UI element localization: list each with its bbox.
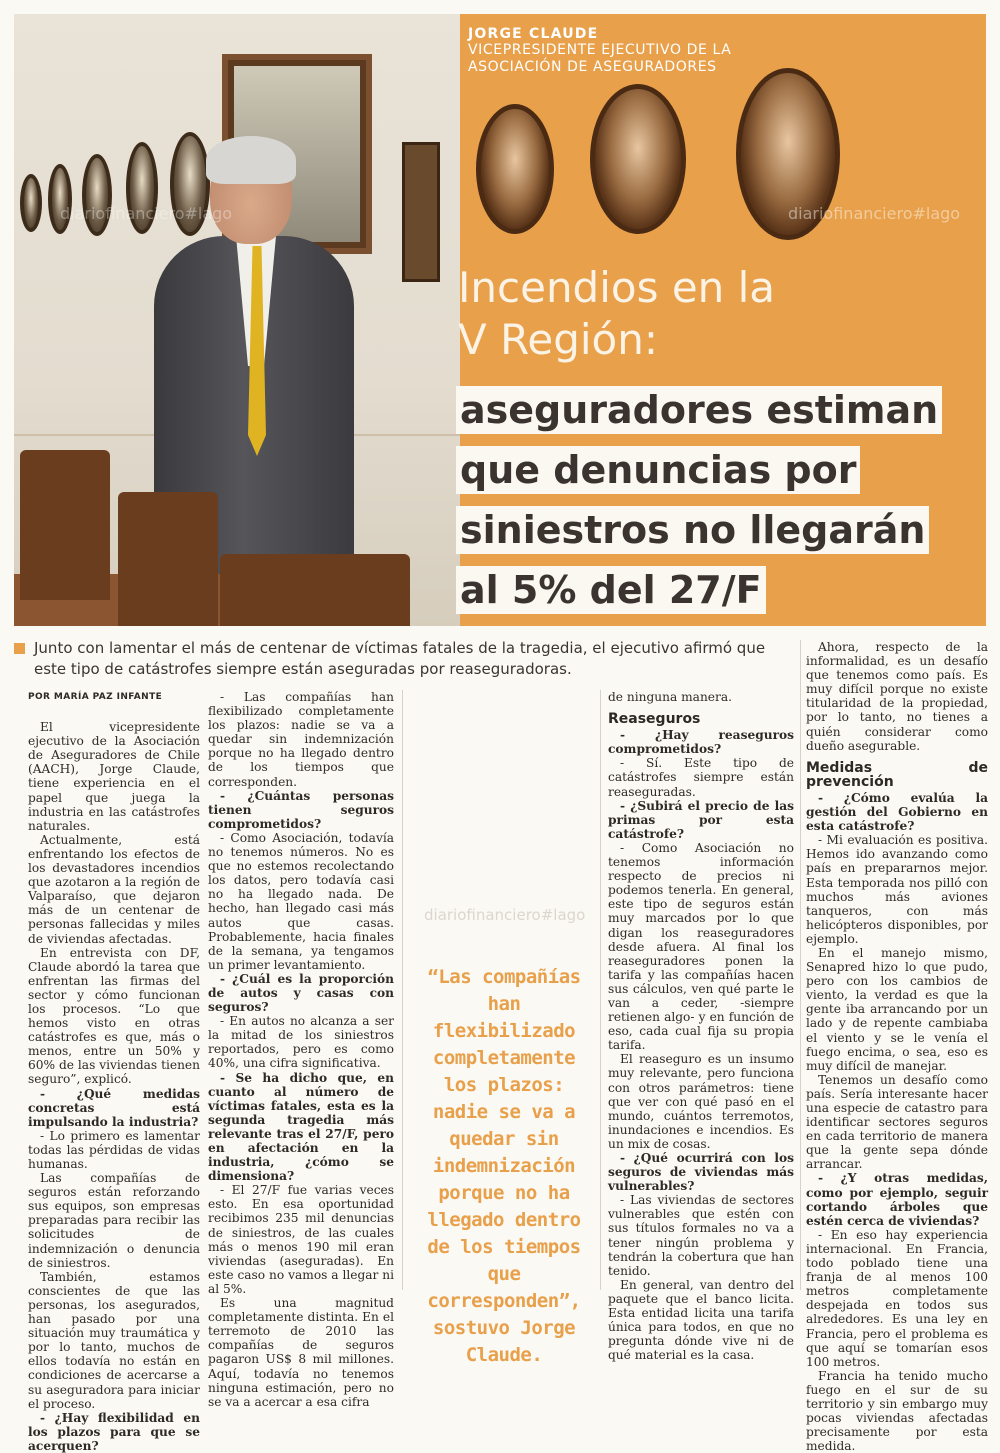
- byline: POR MARÍA PAZ INFANTE: [28, 692, 163, 702]
- author-caption: [468, 26, 731, 76]
- article-paragraph: También, estamos conscientes de que las personas, los asegurados, han pasado por una situación muy traumática y por lo tanto, muchos de ellos todavía no están en condiciones de acercarse a su aseguradora para iniciar el proceso.: [28, 1269, 200, 1411]
- interview-question: - ¿Hay reaseguros comprometidos?: [608, 728, 794, 757]
- wall-plaque: [402, 142, 440, 282]
- headline-line: V Región:: [458, 315, 659, 364]
- wall-portrait: [48, 164, 72, 234]
- article-column-4: [806, 640, 988, 1453]
- lead-paragraph: [14, 638, 794, 680]
- article-paragraph: - Como Asociación, todavía no tenemos números. No es que no estemos recolectando los datos, pero todavía casi no ha llegado nada. De hecho, han llegado casi más autos que casas. Probablemente, hacia finales de la semana, ya tengamos un primer levantamiento.: [208, 830, 394, 972]
- article-paragraph: - Las viviendas de sectores vulnerables que estén con sus títulos formales no va a tener ningún problema y tendrán la cobertura que han tenido.: [608, 1193, 794, 1278]
- article-paragraph: En el manejo mismo, Senapred hizo lo que pudo, pero con los cambios de viento, la verdad es que la gente iba arrancando por un lado y de repente cambiaba el viento y se le venía el fuego encima, o sea, eso es muy difícil de manejar.: [806, 945, 988, 1073]
- author-role-line: ASOCIACIÓN DE ASEGURADORES: [468, 59, 717, 75]
- author-role-line: VICEPRESIDENTE EJECUTIVO DE LA: [468, 42, 732, 58]
- watermark: diariofinanciero#lago: [788, 204, 961, 223]
- section-heading: Reaseguros: [608, 711, 701, 728]
- column-divider: [600, 690, 601, 1290]
- article-paragraph: Francia ha tenido mucho fuego en el sur de su territorio y sin embargo muy pocas viviendas afectadas precisamente por esta medida.: [806, 1368, 988, 1453]
- article-paragraph: - Lo primero es lamentar todas las pérdidas de vidas humanas.: [28, 1128, 200, 1171]
- author-name: JORGE CLAUDE: [468, 26, 599, 42]
- article-paragraph: En entrevista con DF, Claude abordó la tarea que enfrentan las firmas del sector y cómo funcionan los procesos. “Lo que hemos visto en otras catástrofes es que, más o menos, entre un 50% y 60% de las viviendas tienen seguro”, explicó.: [28, 945, 200, 1087]
- author-role: [468, 42, 731, 76]
- oval-portrait: [590, 84, 686, 234]
- article-paragraph: - Como Asociación no tenemos información respecto de precios ni podemos tenerla. En general, este tipo de seguros están muy marcados por lo que digan los reaseguradores desde afuera. Al final los reaseguradores ponen la tarifa y las compañías hacen sus cálculos, ven qué parte le van a ceder, -siempre retienen algo- y en función de eso, cada cual fija su propia tarifa.: [608, 840, 794, 1053]
- article-column-1: [28, 690, 200, 1453]
- headline-line: siniestros no llegarán: [456, 506, 929, 554]
- article-column-2: [208, 690, 394, 1409]
- article-paragraph: Las compañías de seguros están reforzando sus equipos, son empresas preparadas para recibir las solicitudes de indemnización o denuncia de siniestros.: [28, 1171, 200, 1270]
- article-paragraph: El reaseguro es un insumo muy relevante, pero funciona con otros parámetros: tiene que ver con qué pasó en el mundo, cuántos terremotos, inundaciones e incendios. Es un mix de cosas.: [608, 1052, 794, 1151]
- article-paragraph: - En eso hay experiencia internacional. En Francia, todo poblado tiene una franja de al menos 100 metros completamente despejada en todos sus alrededores. Es una ley en Francia, pero el problema es que aquí se tomarían esos 100 metros.: [806, 1227, 988, 1369]
- lead-text: Junto con lamentar el más de centenar de víctimas fatales de la tragedia, el ejecutivo afirmó que este tipo de catástrofes siempre están aseguradas por reaseguradoras.: [34, 639, 766, 678]
- article-paragraph: Ahora, respecto de la informalidad, es un desafío que tenemos como país. Es muy difícil porque no existe titularidad de la propiedad, por lo tanto, no tienes a quién considerar como dueño asegurable.: [806, 640, 988, 753]
- watermark: diariofinanciero#lago: [60, 204, 233, 223]
- interview-question: - Se ha dicho que, en cuanto al número de víctimas fatales, esta es la segunda tragedia más relevante tras el 27/F, pero en afectación en la industria, ¿cómo se dimensiona?: [208, 1070, 394, 1184]
- person-hair: [206, 136, 296, 184]
- square-bullet-icon: [14, 643, 25, 654]
- interview-question: - ¿Cómo evalúa la gestión del Gobierno en esta catástrofe?: [806, 790, 988, 834]
- chair: [20, 450, 110, 600]
- column-divider: [800, 640, 801, 1290]
- article-paragraph: - En autos no alcanza a ser la mitad de los siniestros reportados, pero es como 40%, una cifra significativa.: [208, 1014, 394, 1071]
- interview-question: - ¿Cuántas personas tienen seguros comprometidos?: [208, 788, 394, 831]
- article-column-3: [608, 690, 794, 1362]
- headline-main: [456, 380, 942, 620]
- article-paragraph: - Las compañías han flexibilizado completamente los plazos: nadie se va a quedar sin indemnización porque no ha llegado dentro de los tiempos que corresponden.: [208, 690, 394, 789]
- interview-question: - ¿Qué medidas concretas está impulsando la industria?: [28, 1086, 200, 1129]
- headline-line: Incendios en la: [458, 263, 776, 312]
- chair: [220, 554, 410, 626]
- article-paragraph: Es una magnitud completamente distinta. En el terremoto de 2010 las compañías de seguros pagaron US$ 8 mil millones. Aquí, todavía no tenemos ninguna estimación, pero no se va a acercar a esa cifra: [208, 1296, 394, 1409]
- article-paragraph: El vicepresidente ejecutivo de la Asociación de Aseguradores de Chile (AACH), Jorge Claude, tiene experiencia en el papel que juega la industria en las catástrofes naturales.: [28, 720, 200, 833]
- wall-portrait: [20, 174, 42, 232]
- interview-question: - ¿Qué ocurrirá con los seguros de viviendas más vulnerables?: [608, 1151, 794, 1194]
- interview-question: - ¿Subirá el precio de las primas por esta catástrofe?: [608, 798, 794, 841]
- article-paragraph: - Sí. Este tipo de catástrofes siempre están reaseguradas.: [608, 756, 794, 799]
- interview-question: - ¿Cuál es la proporción de autos y casas con seguros?: [208, 971, 394, 1015]
- pull-quote: “Las compañías han flexibilizado completamente los plazos: nadie se va a quedar sin indemnización porque no ha llegado dentro de los tiempos que corresponden”, sostuvo Jorge Claude.: [427, 966, 581, 1366]
- article-paragraph: En general, van dentro del paquete que el banco licita. Esta entidad licita una tarifa única para todos, en que no pregunta dónde vive ni de qué material es la casa.: [608, 1277, 794, 1363]
- article-paragraph: - El 27/F fue varias veces esto. En esa oportunidad recibimos 235 mil denuncias de siniestros, de las cuales más o menos 190 mil eran viviendas (aseguradas). En este caso no vamos a llegar ni al 5%.: [208, 1183, 394, 1296]
- headline-line: que denuncias por: [456, 446, 860, 494]
- watermark: diariofinanciero#lago: [424, 906, 586, 924]
- chair: [118, 492, 218, 626]
- section-heading: Medidas de prevención: [806, 759, 988, 790]
- column-divider: [402, 690, 403, 1290]
- article-paragraph: Tenemos un desafío como país. Sería interesante hacer una especie de catastro para identificar sectores seguros en cada territorio de manera que la gente sepa dónde arrancar.: [806, 1072, 988, 1172]
- headline-kicker: [458, 262, 775, 366]
- headline-line: al 5% del 27/F: [456, 566, 766, 614]
- interview-question: - ¿Hay flexibilidad en los plazos para que se acerquen?: [28, 1410, 200, 1453]
- headline-line: aseguradores estiman: [456, 386, 942, 434]
- wall-portrait: [82, 154, 112, 236]
- article-paragraph: Actualmente, está enfrentando los efectos de los devastadores incendios que azotaron a la región de Valparaíso, que dejaron más de un centenar de personas fallecidas y miles de viviendas afectadas.: [28, 832, 200, 946]
- interview-photo: [14, 14, 460, 626]
- article-paragraph: de ninguna manera.: [608, 690, 732, 704]
- oval-portrait: [476, 104, 554, 234]
- interview-question: - ¿Y otras medidas, como por ejemplo, seguir cortando árboles que estén cerca de viviendas?: [806, 1171, 988, 1228]
- article-paragraph: - Mi evaluación es positiva. Hemos ido avanzando como país en prepararnos mejor. Esta temporada nos pilló con muchos más aviones tanqueros, con más helicópteros disponibles, por ejemplo.: [806, 833, 988, 946]
